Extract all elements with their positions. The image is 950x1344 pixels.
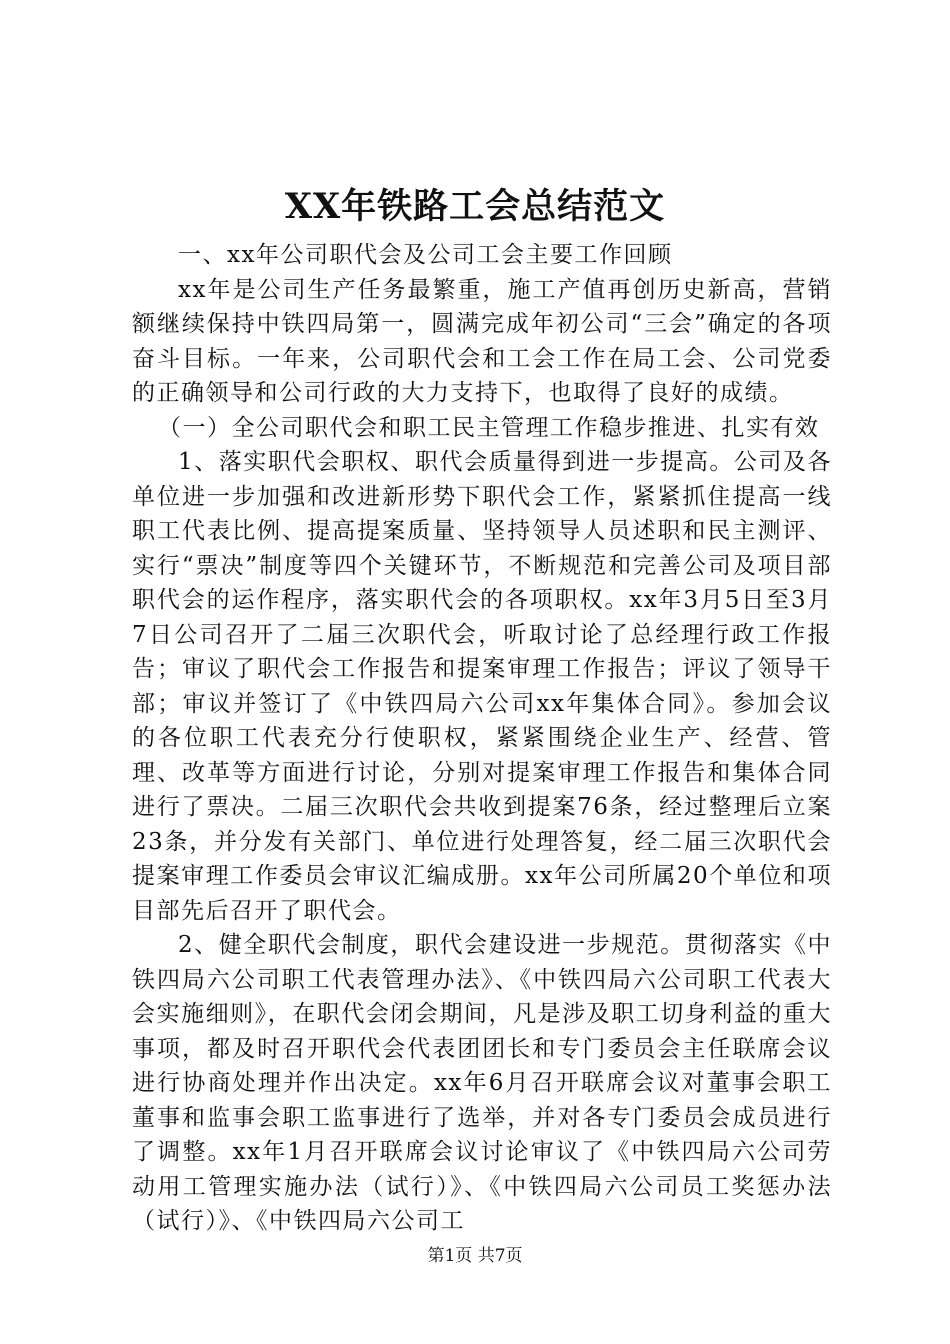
body-paragraph: xx年是公司生产任务最繁重，施工产值再创历史新高，营销额继续保持中铁四局第一，圆满完成年初公司“三会”确定的各项奋斗目标。一年来，公司职代会和工会工作在局工会、公司党委的正确领导和公司行政的大力支持下，也取得了良好的成绩。: [132, 276, 832, 406]
body-paragraph: 2、健全职代会制度，职代会建设进一步规范。贯彻落实《中铁四局六公司职工代表管理办法》、《中铁四局六公司职工代表大会实施细则》，在职代会闭会期间，凡是涉及职工切身利益的重大事项，都及时召开职代会代表团团长和专门委员会主任联席会议进行协商处理并作出决定。xx年6月召开联席会议对董事会职工董事和监事会职工监事进行了选举，并对各专门委员会成员进行了调整。xx年1月召开联席会议讨论审议了《中铁四局六公司劳动用工管理实施办法（试行）》、《中铁四局六公司员工奖惩办法（试行）》、《中铁四局六公司工: [132, 932, 832, 1234]
subsection-heading: （一）全公司职代会和职工民主管理工作稳步推进、扎实有效: [158, 414, 820, 441]
body-paragraph: 1、落实职代会职权、职代会质量得到进一步提高。公司及各单位进一步加强和改进新形势下职代会工作，紧紧抓住提高一线职工代表比例、提高提案质量、坚持领导人员述职和民主测评、实行“票决”制度等四个关键环节，不断规范和完善公司及项目部职代会的运作程序，落实职代会的各项职权。xx年3月5日至3月7日公司召开了二届三次职代会，听取讨论了总经理行政工作报告；审议了职代会工作报告和提案审理工作报告；评议了领导干部；审议并签订了《中铁四局六公司xx年集体合同》。参加会议的各位职工代表充分行使职权，紧紧围绕企业生产、经营、管理、改革等方面进行讨论，分别对提案审理工作报告和集体合同进行了票决。二届三次职代会共收到提案76条，经过整理后立案23条，并分发有关部门、单位进行处理答复，经二届三次职代会提案审理工作委员会审议汇编成册。xx年公司所属20个单位和项目部先后召开了职代会。: [132, 449, 832, 924]
document-title: XX年铁路工会总结范文: [284, 186, 666, 227]
page-footer: 第1页 共7页: [427, 1246, 523, 1266]
document-body: [132, 238, 832, 1239]
section-heading: 一、xx年公司职代会及公司工会主要工作回顾: [178, 242, 673, 268]
